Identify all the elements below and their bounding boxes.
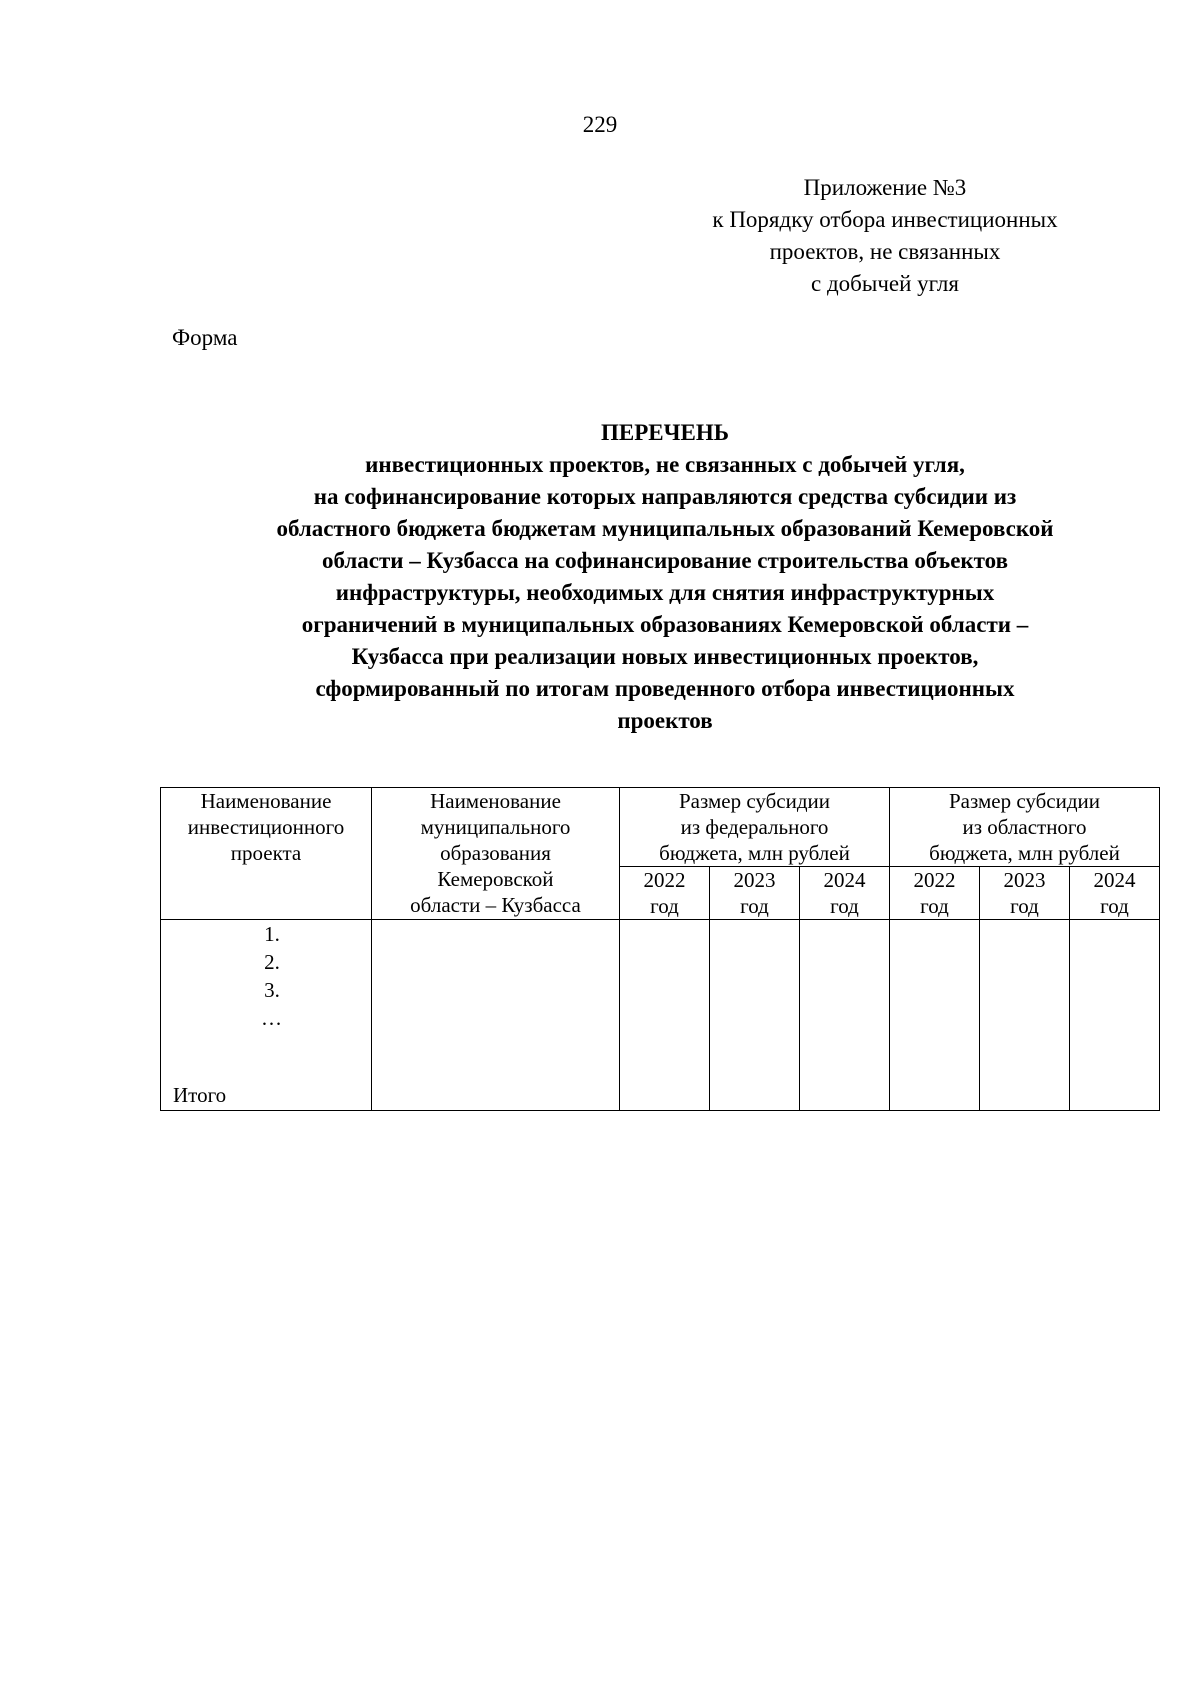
appendix-block <box>660 172 1110 300</box>
title-line: области – Кузбасса на софинансирование строительства объектов <box>321 548 1009 573</box>
header-text: инвестиционного <box>187 815 345 839</box>
year-header <box>620 867 710 920</box>
year-header <box>1070 867 1160 920</box>
header-text: Наименование <box>200 789 332 813</box>
header-text: Наименование <box>430 789 561 813</box>
page-number: 229 <box>582 112 618 137</box>
municipality-cell <box>372 920 620 1111</box>
year-value: 2024 <box>1093 868 1136 892</box>
regional-2022-cell <box>890 920 980 1111</box>
header-text: Кемеровской <box>437 867 554 891</box>
year-unit: год <box>650 894 679 918</box>
appendix-line: с добычей угля <box>811 271 959 296</box>
list-item: 1. <box>264 922 280 946</box>
year-header <box>710 867 800 920</box>
appendix-line: к Порядку отбора инвестиционных <box>712 207 1058 232</box>
year-value: 2023 <box>733 868 776 892</box>
title-line: инфраструктуры, необходимых для снятия инфраструктурных <box>335 580 995 605</box>
project-list-cell <box>161 920 372 1111</box>
year-value: 2024 <box>823 868 866 892</box>
title-line: на софинансирование которых направляются средства субсидии из <box>313 484 1017 509</box>
year-header <box>890 867 980 920</box>
federal-2022-cell <box>620 920 710 1111</box>
header-text: бюджета, млн рублей <box>929 841 1120 865</box>
federal-2023-cell <box>710 920 800 1111</box>
header-federal-subsidy <box>620 788 890 867</box>
federal-2024-cell <box>800 920 890 1111</box>
list-item: 2. <box>264 950 280 974</box>
header-text: бюджета, млн рублей <box>659 841 850 865</box>
year-unit: год <box>1100 894 1129 918</box>
year-value: 2022 <box>913 868 956 892</box>
list-item: … <box>261 1006 283 1030</box>
title-line: инвестиционных проектов, не связанных с добычей угля, <box>365 452 965 477</box>
header-text: муниципального <box>420 815 571 839</box>
header-text: образования <box>440 841 551 865</box>
title-line: сформированный по итогам проведенного отбора инвестиционных <box>315 676 1015 701</box>
year-unit: год <box>920 894 949 918</box>
form-label: Форма <box>172 325 238 350</box>
year-unit: год <box>1010 894 1039 918</box>
title-line: ограничений в муниципальных образованиях Кемеровской области – <box>301 612 1029 637</box>
regional-2024-cell <box>1070 920 1160 1111</box>
header-municipality <box>372 788 620 920</box>
year-value: 2023 <box>1003 868 1046 892</box>
title-line: областного бюджета бюджетам муниципальных образований Кемеровской <box>276 516 1054 541</box>
title-line: Кузбасса при реализации новых инвестиционных проектов, <box>351 644 979 669</box>
projects-table <box>160 787 1160 1111</box>
year-unit: год <box>830 894 859 918</box>
title-line: проектов <box>617 708 713 733</box>
header-text: Размер субсидии <box>948 789 1101 813</box>
header-text: из федерального <box>680 815 829 839</box>
document-title <box>150 417 1180 737</box>
table-body-row <box>161 920 1160 1111</box>
table-header-row <box>161 788 1160 867</box>
regional-2023-cell <box>980 920 1070 1111</box>
appendix-line: Приложение №3 <box>803 175 967 200</box>
title-heading: ПЕРЕЧЕНЬ <box>601 420 729 445</box>
total-label: Итого <box>173 1083 227 1107</box>
year-unit: год <box>740 894 769 918</box>
year-header <box>980 867 1070 920</box>
header-text: Размер субсидии <box>678 789 831 813</box>
year-value: 2022 <box>643 868 686 892</box>
year-header <box>800 867 890 920</box>
header-regional-subsidy <box>890 788 1160 867</box>
list-item: 3. <box>264 978 280 1002</box>
header-text: области – Кузбасса <box>410 893 581 917</box>
header-text: из областного <box>962 815 1087 839</box>
appendix-line: проектов, не связанных <box>769 239 1001 264</box>
header-text: проекта <box>230 841 302 865</box>
header-project-name <box>161 788 372 920</box>
